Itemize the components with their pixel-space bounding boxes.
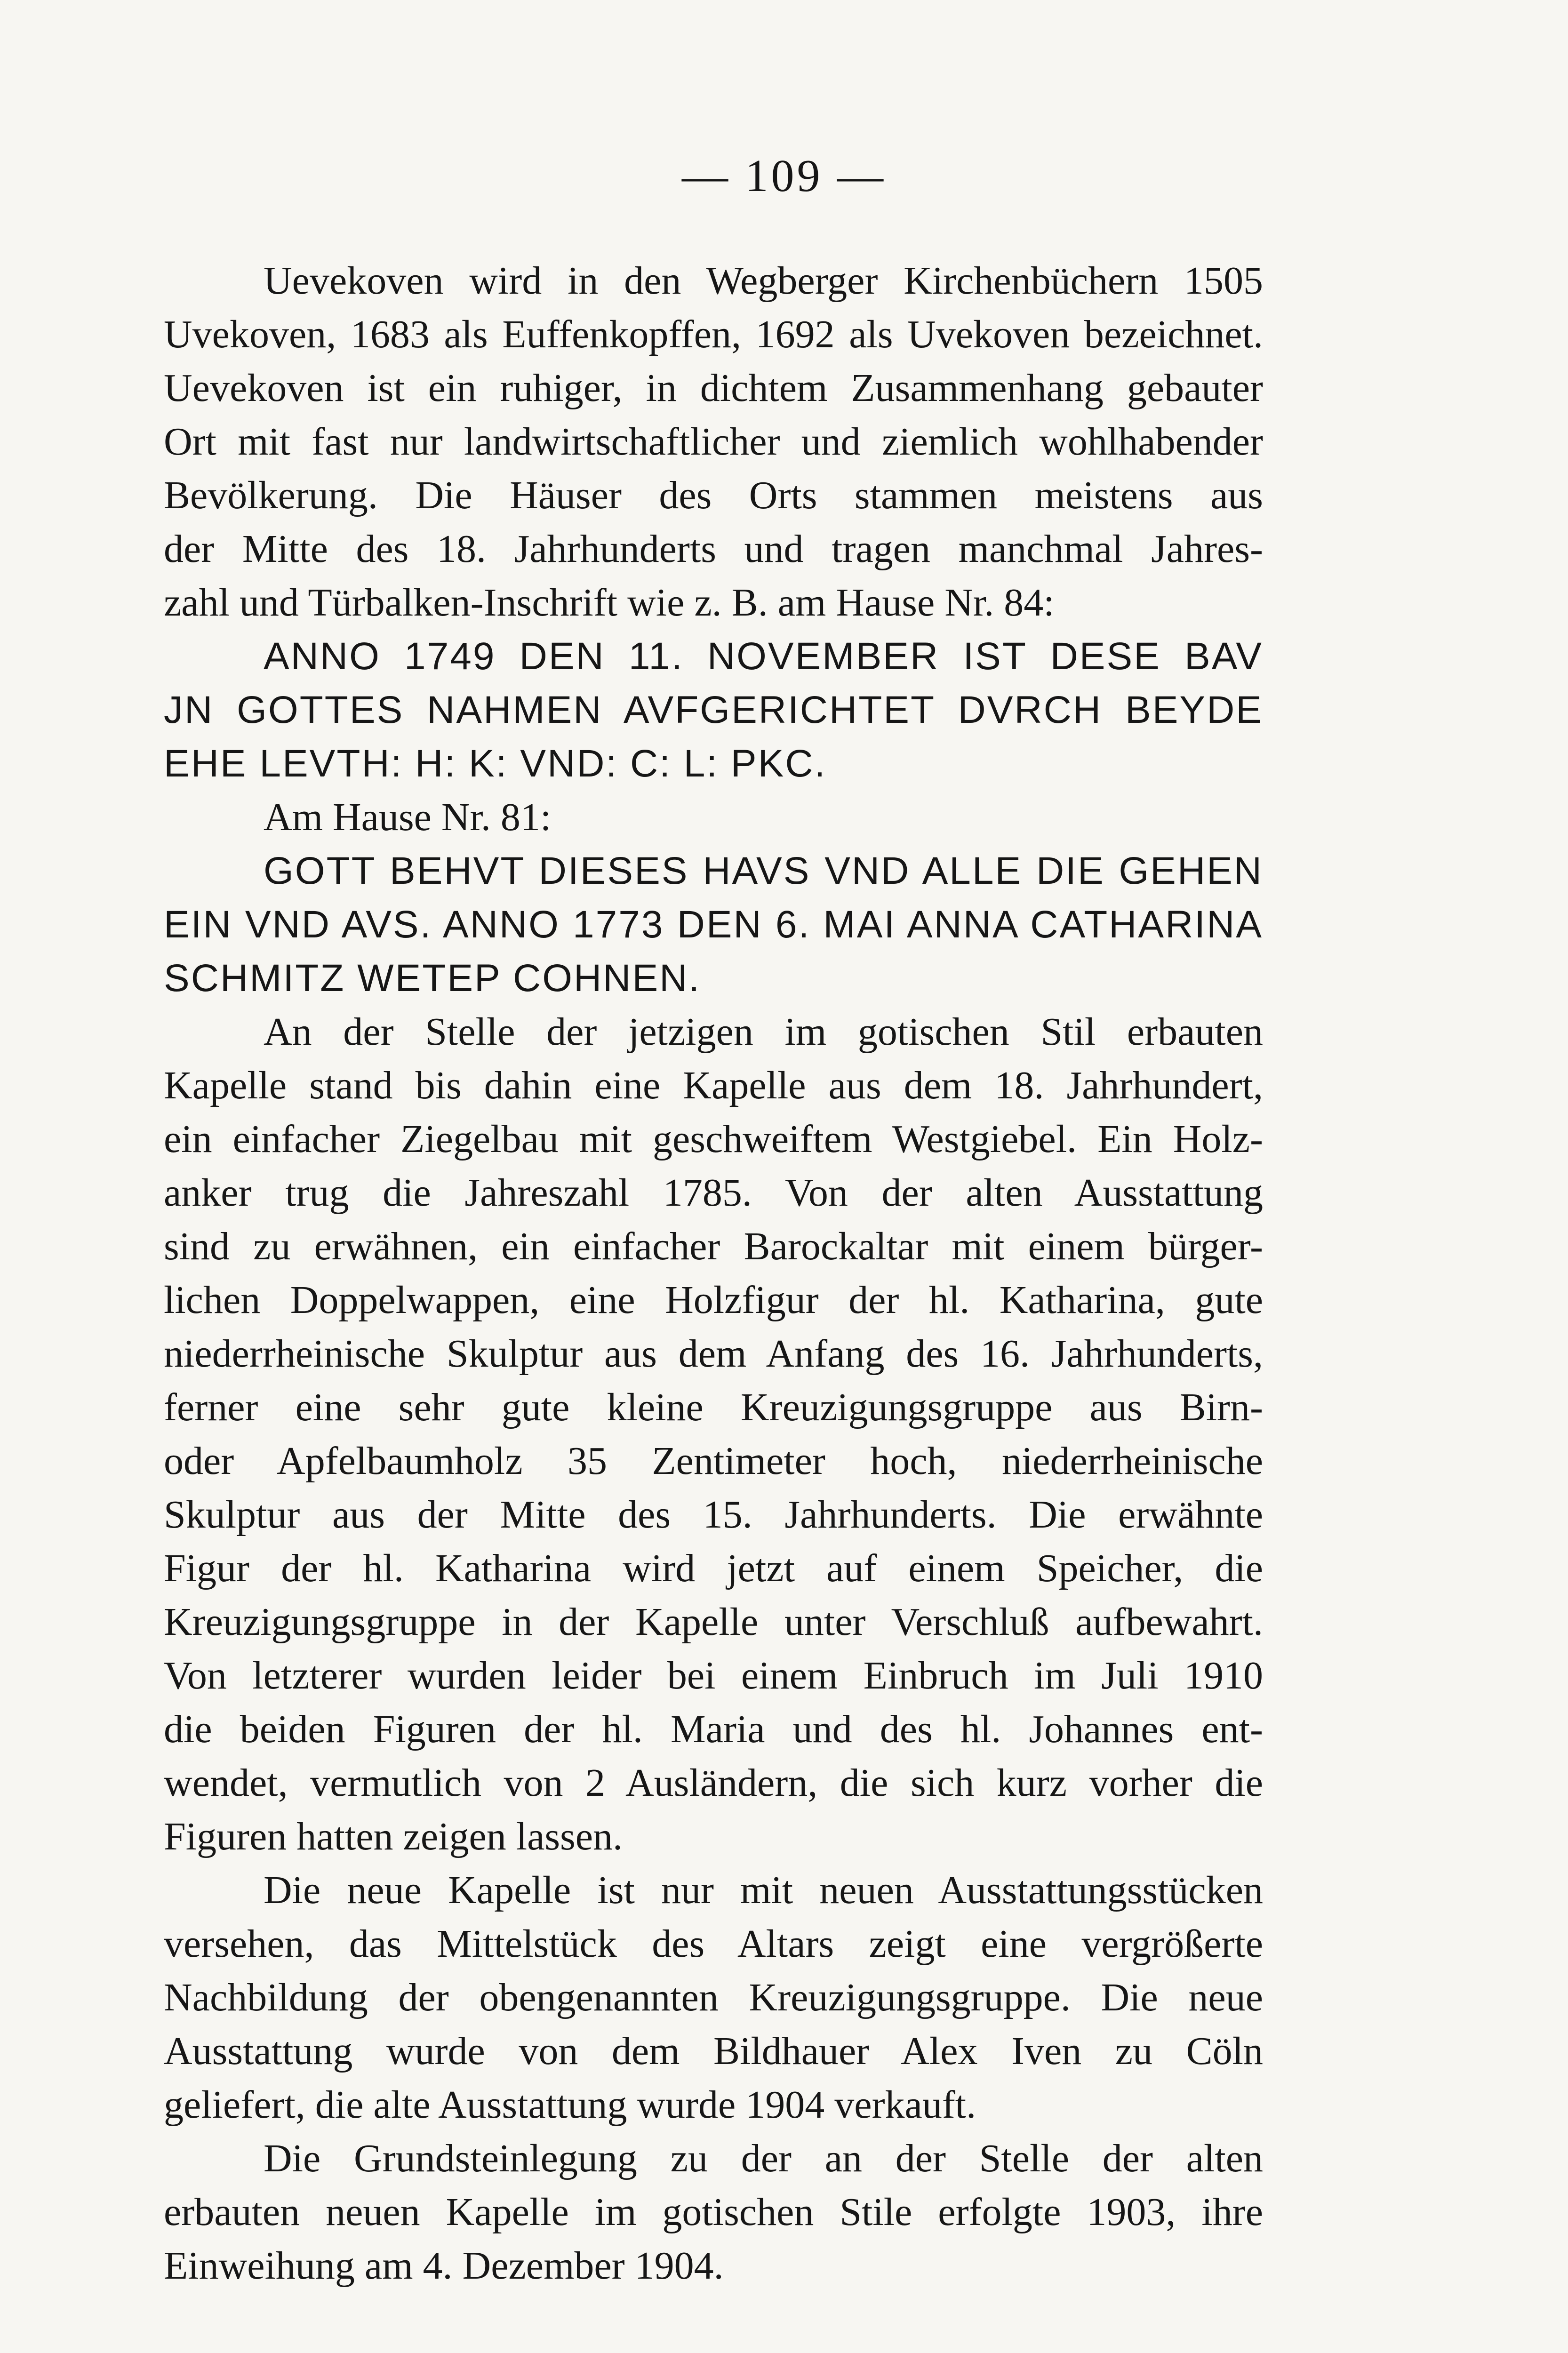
page-number: — 109 — bbox=[682, 151, 886, 201]
text-line: Skulptur aus der Mitte des 15. Jahrhunderts. Die erwähnte bbox=[164, 1493, 1263, 1537]
text-line: Die neue Kapelle ist nur mit neuen Ausstattungsstücken bbox=[264, 1868, 1263, 1912]
text-line: Am Hause Nr. 81: bbox=[264, 795, 552, 839]
text-line: geliefert, die alte Ausstattung wurde 1904 verkauft. bbox=[164, 2083, 976, 2127]
text-line: sind zu erwähnen, ein einfacher Barockaltar mit einem bürger- bbox=[164, 1225, 1263, 1268]
text-line: Figuren hatten zeigen lassen. bbox=[164, 1815, 623, 1858]
text-line: wendet, vermutlich von 2 Ausländern, die sich kurz vorher die bbox=[164, 1761, 1263, 1805]
text-line: Die Grundsteinlegung zu der an der Stelle der alten bbox=[264, 2137, 1263, 2180]
text-line: Uevekoven ist ein ruhiger, in dichtem Zusammenhang gebauter bbox=[164, 366, 1263, 410]
text-line: versehen, das Mittelstück des Altars zeigt eine vergrößerte bbox=[164, 1922, 1263, 1966]
text-line: Nachbildung der obengenannten Kreuzigungsgruppe. Die neue bbox=[164, 1976, 1263, 2019]
inscription-line: SCHMITZ WETEP COHNEN. bbox=[164, 957, 701, 1000]
text-line: Uevekoven wird in den Wegberger Kirchenbüchern 1505 bbox=[264, 259, 1263, 303]
text-line: Von letzterer wurden leider bei einem Einbruch im Juli 1910 bbox=[164, 1654, 1263, 1697]
text-line: Einweihung am 4. Dezember 1904. bbox=[164, 2244, 724, 2288]
text-line: ein einfacher Ziegelbau mit geschweiftem Westgiebel. Ein Holz- bbox=[164, 1117, 1263, 1161]
inscription-line: EHE LEVTH: H: K: VND: C: L: PKC. bbox=[164, 742, 827, 785]
text-line: oder Apfelbaumholz 35 Zentimeter hoch, niederrheinische bbox=[164, 1439, 1263, 1483]
text-line: zahl und Türbalken-Inschrift wie z. B. am Hause Nr. 84: bbox=[164, 581, 1055, 624]
inscription-line: ANNO 1749 DEN 11. NOVEMBER IST DESE BAV bbox=[264, 635, 1263, 678]
text-line: Ausstattung wurde von dem Bildhauer Alex Iven zu Cöln bbox=[164, 2029, 1263, 2073]
text-line: der Mitte des 18. Jahrhunderts und tragen manchmal Jahres- bbox=[164, 527, 1263, 571]
text-line: Kapelle stand bis dahin eine Kapelle aus dem 18. Jahrhundert, bbox=[164, 1064, 1263, 1107]
text-line: Uvekoven, 1683 als Euffenkopffen, 1692 als Uvekoven bezeichnet. bbox=[164, 312, 1263, 356]
text-line: Kreuzigungsgruppe in der Kapelle unter Verschluß aufbewahrt. bbox=[164, 1600, 1263, 1644]
inscription-line: GOTT BEHVT DIESES HAVS VND ALLE DIE GEHEN bbox=[264, 849, 1263, 892]
text-line: erbauten neuen Kapelle im gotischen Stile erfolgte 1903, ihre bbox=[164, 2190, 1263, 2234]
body-text bbox=[164, 254, 1263, 2293]
inscription-line: EIN VND AVS. ANNO 1773 DEN 6. MAI ANNA CATHARINA bbox=[164, 903, 1263, 946]
text-line: An der Stelle der jetzigen im gotischen Stil erbauten bbox=[264, 1010, 1263, 1054]
text-line: Bevölkerung. Die Häuser des Orts stammen meistens aus bbox=[164, 473, 1263, 517]
text-line: lichen Doppelwappen, eine Holzfigur der hl. Katharina, gute bbox=[164, 1278, 1263, 1322]
text-line: Ort mit fast nur landwirtschaftlicher und ziemlich wohlhabender bbox=[164, 420, 1263, 464]
text-line: niederrheinische Skulptur aus dem Anfang des 16. Jahrhunderts, bbox=[164, 1332, 1263, 1376]
text-line: die beiden Figuren der hl. Maria und des hl. Johannes ent- bbox=[164, 1707, 1263, 1751]
text-line: ferner eine sehr gute kleine Kreuzigungsgruppe aus Birn- bbox=[164, 1385, 1263, 1429]
inscription-line: JN GOTTES NAHMEN AVFGERICHTET DVRCH BEYDE bbox=[164, 688, 1263, 731]
text-line: anker trug die Jahreszahl 1785. Von der alten Ausstattung bbox=[164, 1171, 1263, 1215]
text-line: Figur der hl. Katharina wird jetzt auf einem Speicher, die bbox=[164, 1546, 1263, 1590]
